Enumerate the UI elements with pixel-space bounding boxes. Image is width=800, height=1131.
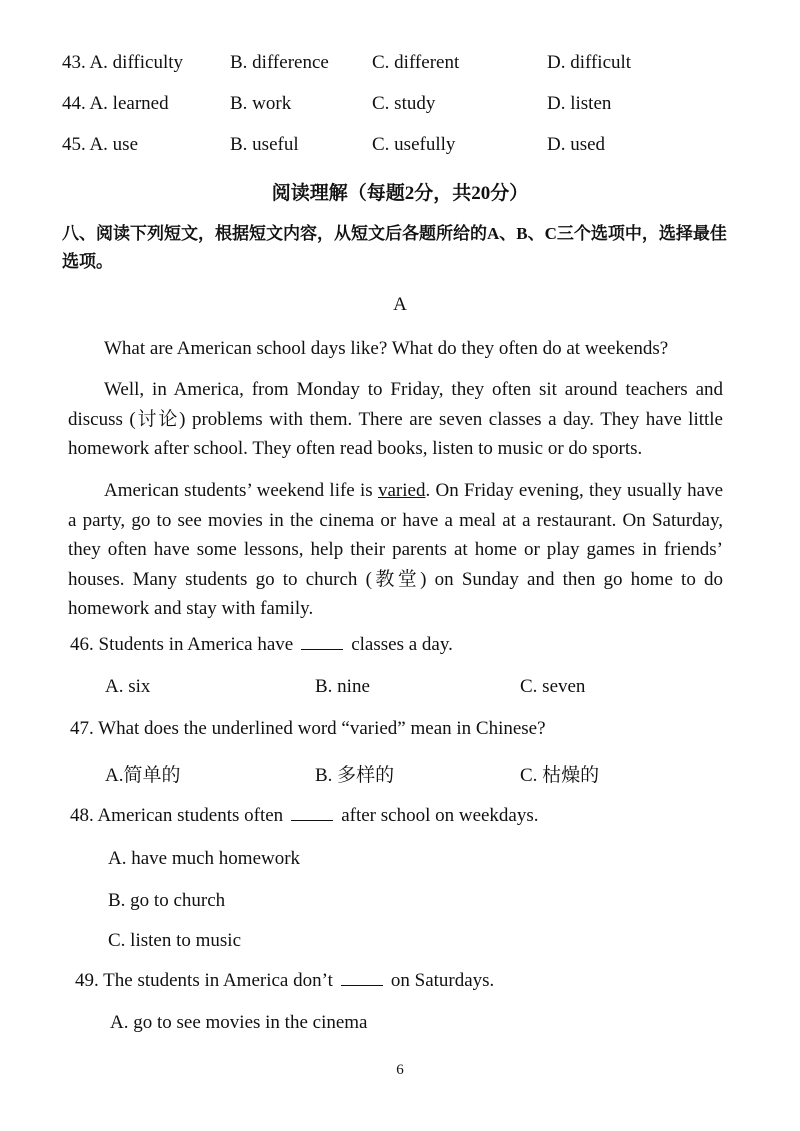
q44-option-d: D. listen — [547, 93, 612, 114]
q45-option-d: D. used — [547, 134, 606, 155]
question-47: 47. What does the underlined word “varied” mean in Chinese? — [70, 718, 546, 739]
passage-paragraph-2: Well, in America, from Monday to Friday, they often sit around teachers and discuss (讨论) problems with them. There are seven classes a day. They have little homework after school. They often read books, listen to music or do sports. — [68, 379, 723, 459]
question-48 — [70, 805, 539, 827]
q45-option-b: B. useful — [230, 134, 299, 155]
q48-option-a: A. have much homework — [108, 848, 301, 869]
q46-option-b: B. nine — [315, 676, 370, 697]
q46-option-a: A. six — [105, 676, 151, 697]
q48-option-b: B. go to church — [108, 890, 226, 911]
q47-option-c: C. 枯燥的 — [520, 765, 600, 786]
q48-option-c: C. listen to music — [108, 930, 241, 951]
q43-option-b: B. difference — [230, 52, 329, 73]
q45-option-a: 45. A. use — [62, 134, 138, 155]
question-49 — [75, 970, 494, 992]
instruction-text: 八、阅读下列短文，根据短文内容，从短文后各题所给的A、B、C三个选项中，选择最佳选项。 — [62, 224, 727, 271]
q43-option-d: D. difficult — [547, 52, 632, 73]
p3-text-before: American students’ weekend life is — [104, 480, 378, 501]
q47-option-b: B. 多样的 — [315, 765, 395, 786]
q47-option-a: A.简单的 — [105, 765, 181, 786]
q49-stem-after: on Saturdays. — [390, 970, 495, 991]
section-title: 阅读理解（每题2分，共20分） — [271, 183, 529, 204]
answer-blank — [301, 635, 343, 650]
q48-stem-before: 48. American students often — [70, 805, 284, 826]
answer-blank — [341, 971, 383, 986]
q49-stem-before: 49. The students in America don’t — [75, 970, 333, 991]
q44-option-c: C. study — [372, 93, 436, 114]
p3-text-after: . On Friday evening, they usually have a party, go to see movies in the cinema or have a meal at a restaurant. On Saturday, they often have some lessons, help their parents at home or play games in friends’ houses. Many students go to church (教堂) on Sunday and then go home to do homework and stay with family. — [68, 480, 723, 619]
q45-option-c: C. usefully — [372, 134, 456, 155]
q46-stem-before: 46. Students in America have — [70, 634, 294, 655]
page-number: 6 — [396, 1062, 404, 1078]
q43-option-c: C. different — [372, 52, 460, 73]
answer-blank — [291, 806, 333, 821]
passage-label: A — [393, 294, 407, 315]
passage-paragraph-1: What are American school days like? What do they often do at weekends? — [104, 338, 669, 359]
q46-stem-after: classes a day. — [351, 634, 453, 655]
underlined-word-varied: varied — [377, 480, 426, 501]
q44-option-a: 44. A. learned — [62, 93, 169, 114]
q49-option-a: A. go to see movies in the cinema — [110, 1012, 368, 1033]
q46-option-c: C. seven — [520, 676, 586, 697]
question-46 — [70, 634, 453, 656]
q43-option-a: 43. A. difficulty — [62, 52, 184, 73]
q48-stem-after: after school on weekdays. — [341, 805, 539, 826]
passage-paragraph-3 — [68, 476, 723, 624]
q44-option-b: B. work — [230, 93, 292, 114]
